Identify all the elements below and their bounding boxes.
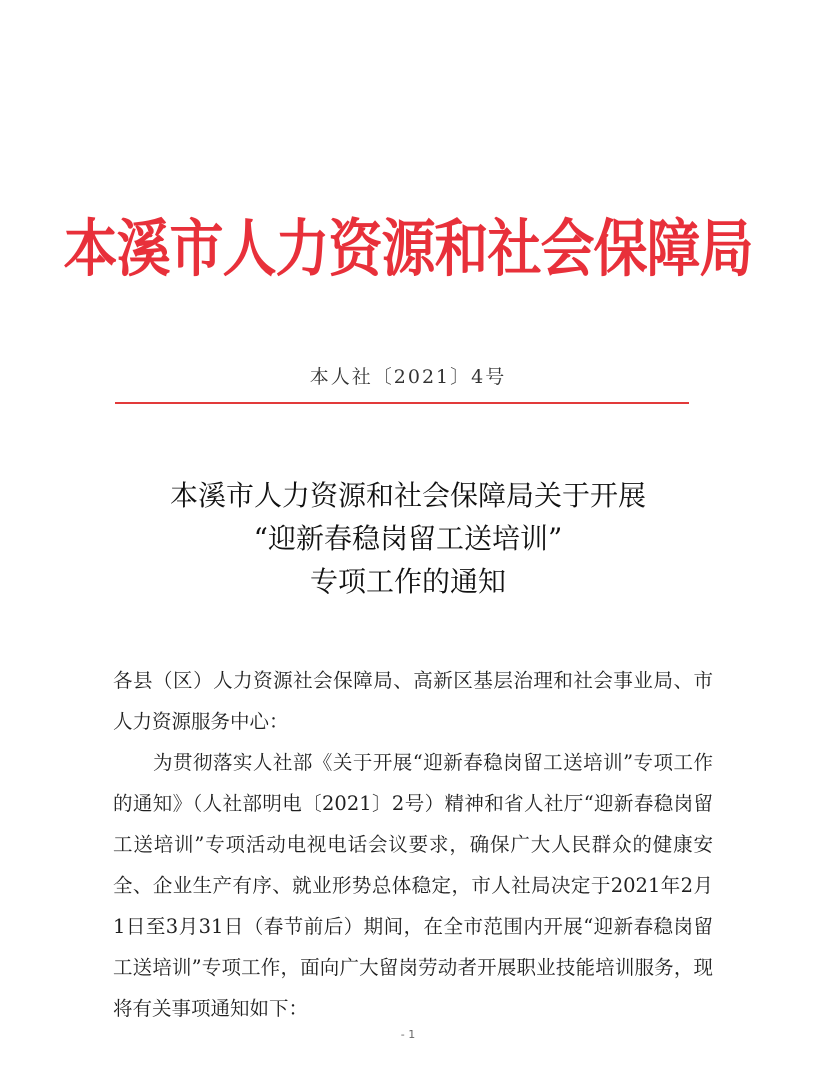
document-number: 本人社〔2021〕4号 — [309, 366, 507, 388]
notice-title-line-2: “迎新春稳岗留工送培训” — [253, 522, 563, 555]
body-paragraph: 为贯彻落实人社部《关于开展“迎新春稳岗留工送培训”专项工作的通知》（人社部明电〔2021〕2号）精神和省人社厅“迎新春稳岗留工送培训”专项活动电视电话会议要求，确保广大人民群众的健康安全、企业生产有序、就业形势总体稳定，市人社局决定于2021年2月1日至3月31日（春节前后）期间，在全市范围内开展“迎新春稳岗留工送培训”专项工作，面向广大留岗劳动者开展职业技能培训服务，现将有关事项通知如下： — [113, 751, 713, 1020]
recipients-line: 各县（区）人力资源社会保障局、高新区基层治理和社会事业局、市人力资源服务中心： — [113, 669, 713, 733]
notice-body — [113, 660, 713, 1029]
notice-title-line-1: 本溪市人力资源和社会保障局关于开展 — [169, 479, 646, 512]
page-number: - 1 — [400, 1028, 416, 1041]
organization-header: 本溪市人力资源和社会保障局 — [63, 211, 753, 286]
red-divider — [115, 402, 689, 404]
notice-title-line-3: 专项工作的通知 — [309, 565, 506, 598]
notice-title — [0, 474, 816, 603]
